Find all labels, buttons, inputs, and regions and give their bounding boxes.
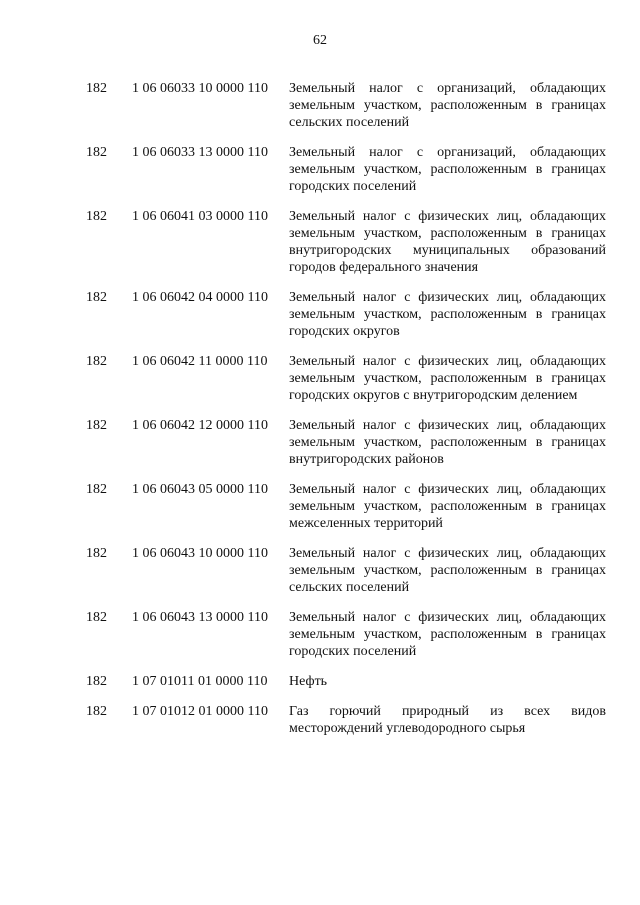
revenue-description: Нефть: [289, 674, 328, 689]
budget-classification-code: 1 06 06042 12 0000 110: [132, 418, 268, 433]
budget-classification-code: 1 06 06043 10 0000 110: [132, 546, 268, 561]
administrator-code: 182: [86, 674, 107, 689]
budget-classification-code: 1 06 06033 13 0000 110: [132, 145, 268, 160]
administrator-code: 182: [86, 610, 107, 625]
budget-classification-code: 1 07 01012 01 0000 110: [132, 704, 268, 719]
revenue-description: Земельный налог с физических лиц, обладающих земельным участком, расположенным в границах городских поселений: [289, 610, 606, 659]
revenue-description: Газ горючий природный из всех видов месторождений углеводородного сырья: [289, 704, 606, 736]
revenue-description: Земельный налог с физических лиц, обладающих земельным участком, расположенным в границах межселенных территорий: [289, 482, 606, 531]
administrator-code: 182: [86, 209, 107, 224]
budget-classification-code: 1 06 06041 03 0000 110: [132, 209, 268, 224]
administrator-code: 182: [86, 354, 107, 369]
revenue-description: Земельный налог с физических лиц, обладающих земельным участком, расположенным в границах внутригородских районов: [289, 418, 606, 467]
table-row: [86, 289, 606, 340]
revenue-description: Земельный налог с физических лиц, обладающих земельным участком, расположенным в границах сельских поселений: [289, 546, 606, 595]
administrator-code: 182: [86, 145, 107, 160]
table-row: [86, 609, 606, 660]
table-row: [86, 417, 606, 468]
administrator-code: 182: [86, 81, 107, 96]
table-row: [86, 208, 606, 276]
page-number: 62: [313, 33, 327, 48]
administrator-code: 182: [86, 546, 107, 561]
table-row: [86, 80, 606, 131]
budget-classification-code: 1 06 06033 10 0000 110: [132, 81, 268, 96]
table-row: [86, 703, 606, 737]
table-row: [86, 144, 606, 195]
table-row: [86, 545, 606, 596]
budget-classification-code: 1 06 06042 11 0000 110: [132, 354, 268, 369]
administrator-code: 182: [86, 290, 107, 305]
budget-classification-code: 1 06 06042 04 0000 110: [132, 290, 268, 305]
revenue-description: Земельный налог с организаций, обладающих земельным участком, расположенным в границах городских поселений: [289, 145, 606, 194]
revenue-code-table: [86, 80, 606, 750]
revenue-description: Земельный налог с физических лиц, обладающих земельным участком, расположенным в границах городских округов: [289, 290, 606, 339]
administrator-code: 182: [86, 418, 107, 433]
budget-classification-code: 1 06 06043 05 0000 110: [132, 482, 268, 497]
administrator-code: 182: [86, 704, 107, 719]
revenue-description: Земельный налог с физических лиц, обладающих земельным участком, расположенным в границах городских округов с внутригородским делением: [289, 354, 606, 403]
table-row: [86, 673, 606, 690]
budget-classification-code: 1 07 01011 01 0000 110: [132, 674, 268, 689]
revenue-description: Земельный налог с физических лиц, обладающих земельным участком, расположенным в границах внутригородских муниципальных образований городов федерального значения: [289, 209, 606, 275]
table-row: [86, 481, 606, 532]
budget-classification-code: 1 06 06043 13 0000 110: [132, 610, 268, 625]
administrator-code: 182: [86, 482, 107, 497]
table-row: [86, 353, 606, 404]
revenue-description: Земельный налог с организаций, обладающих земельным участком, расположенным в границах сельских поселений: [289, 81, 606, 130]
